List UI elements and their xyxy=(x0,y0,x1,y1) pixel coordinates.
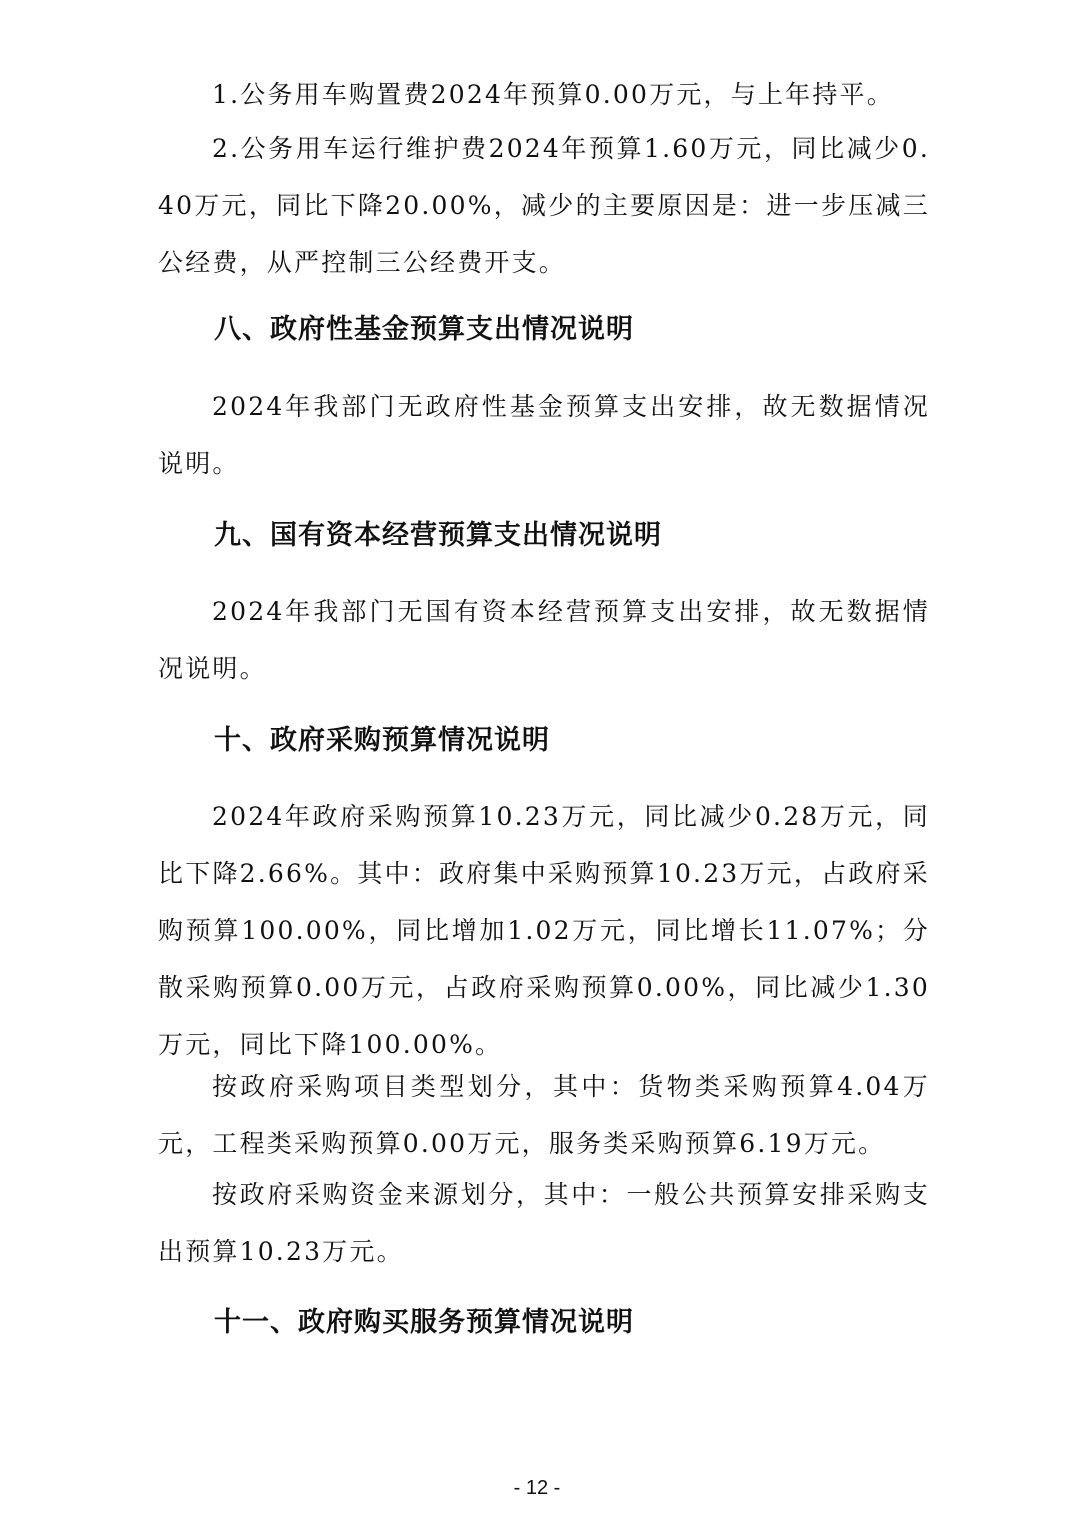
section-heading-government-fund: 八、政府性基金预算支出情况说明 xyxy=(214,314,634,345)
paragraph-vehicle-maintenance: 2.公务用车运行维护费2024年预算1.60万元，同比减少0.40万元，同比下降20.00%，减少的主要原因是：进一步压减三公经费，从严控制三公经费开支。 xyxy=(158,134,930,277)
section-heading-procurement: 十、政府采购预算情况说明 xyxy=(214,725,550,756)
paragraph-procurement-by-type: 按政府采购项目类型划分，其中：货物类采购预算4.04万元，工程类采购预算0.00万元，服务类采购预算6.19万元。 xyxy=(158,1072,930,1158)
page-number: - 12 - xyxy=(513,1477,561,1499)
paragraph-government-fund: 2024年我部门无政府性基金预算支出安排，故无数据情况说明。 xyxy=(158,392,930,478)
section-heading-purchase-services: 十一、政府购买服务预算情况说明 xyxy=(214,1307,634,1338)
paragraph-procurement-by-source: 按政府采购资金来源划分，其中：一般公共预算安排采购支出预算10.23万元。 xyxy=(158,1180,930,1266)
paragraph-vehicle-purchase: 1.公务用车购置费2024年预算0.00万元，与上年持平。 xyxy=(212,80,894,109)
section-heading-state-capital: 九、国有资本经营预算支出情况说明 xyxy=(214,520,662,551)
paragraph-procurement-budget: 2024年政府采购预算10.23万元，同比减少0.28万元，同比下降2.66%。其中：政府集中采购预算10.23万元，占政府采购预算100.00%，同比增加1.02万元，同比增长11.07%；分散采购预算0.00万元，占政府采购预算0.00%，同比减少1.30万元，同比下降100.00%。 xyxy=(158,802,930,1059)
paragraph-state-capital: 2024年我部门无国有资本经营预算支出安排，故无数据情况说明。 xyxy=(158,597,930,683)
